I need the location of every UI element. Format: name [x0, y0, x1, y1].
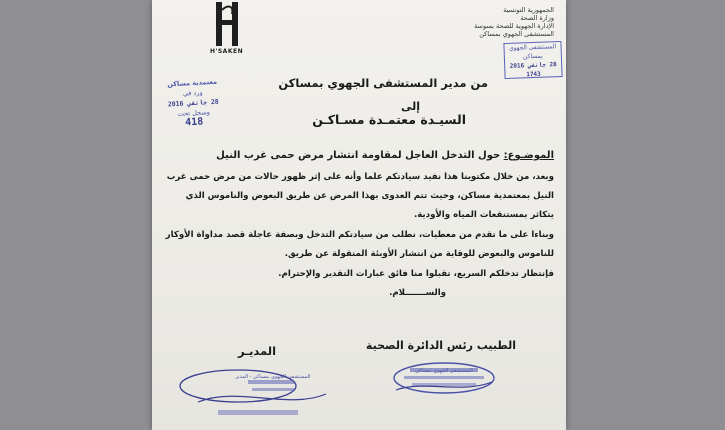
signature-title-director: المديـر [238, 344, 277, 358]
institution-header [474, 6, 554, 38]
letter-sender: من مدير المستشفى الجهوي بمساكن [278, 76, 488, 90]
letter-paragraph-1: وبعد، من خلال مكتوبنا هذا نفيد سيادتكم علما وأنه على إثر ظهور حالات من مرض حمى غرب النيل بمعتمدية مساكن، وحيث تتم العدوى بهذا المرض عن طريق البعوض والناموس الذي يتكاثر بمستنقعات المياه والأودية. [166, 172, 554, 220]
stamp-number: 1743 [526, 70, 541, 79]
reception-stamp-hospital [503, 41, 562, 79]
letter-to-label: إلى [400, 100, 420, 113]
closing-text: والســـــــلام. [389, 288, 446, 298]
letter-closing [389, 284, 446, 303]
stamp-registered: وسجل تحت [177, 108, 211, 118]
header-line: المستشفى الجهوي بمساكن [479, 30, 554, 38]
subject-label: الموضـوع: [503, 150, 554, 161]
seal-text: المستشفى الجهوي بمساكن [415, 368, 473, 374]
logo-text: H'SAKEN [210, 48, 244, 55]
subject-text: حول التدخل العاجل لمقاومة انتشار مرض حمى غرب النيل [216, 150, 501, 161]
official-seal-right [392, 360, 496, 396]
header-line: الإدارة الجهوية للصحة بسوسة [474, 22, 554, 30]
stamp-date: 28 جانفي 2016 [167, 97, 219, 109]
official-seal-left [178, 366, 328, 422]
stamp-received: ورد في [182, 88, 203, 98]
header-line: الجمهورية التونسية [503, 6, 554, 14]
letter-subject [216, 150, 554, 161]
letter-recipient: السيـدة معتمـدة مسـاكـن [312, 112, 466, 127]
signature-title-health-director: الطبيب رئس الدائرة الصحية [365, 339, 516, 352]
stamp-date: 28 جانفي 2016 [509, 61, 557, 70]
header-line: وزارة الصحة [520, 14, 554, 22]
stamp-number: 418 [184, 116, 204, 129]
letter-paragraph-3: فإنتظار تدخلكم السريع، تقبلوا منا فائق عبارات التقدير والإحترام. [278, 269, 554, 279]
seal-text: المستشفى الجهوي بمساكن - المدير [235, 374, 311, 380]
stamp-title: معتمدية مساكن [167, 77, 218, 89]
letter-page [152, 0, 566, 430]
reception-stamp-delegation [157, 76, 229, 129]
letter-paragraph-2: وبناءا على ما تقدم من معطيات، نطلب من سيادتكم التدخل وبصفة عاجلة قصد مداواة الأوكار للناموس والبعوض للوقاية من انتشار الأوبئة المنقولة عن طريق. [165, 230, 554, 259]
stamp-title: المستشفى الجهوي بمساكن [508, 43, 557, 61]
